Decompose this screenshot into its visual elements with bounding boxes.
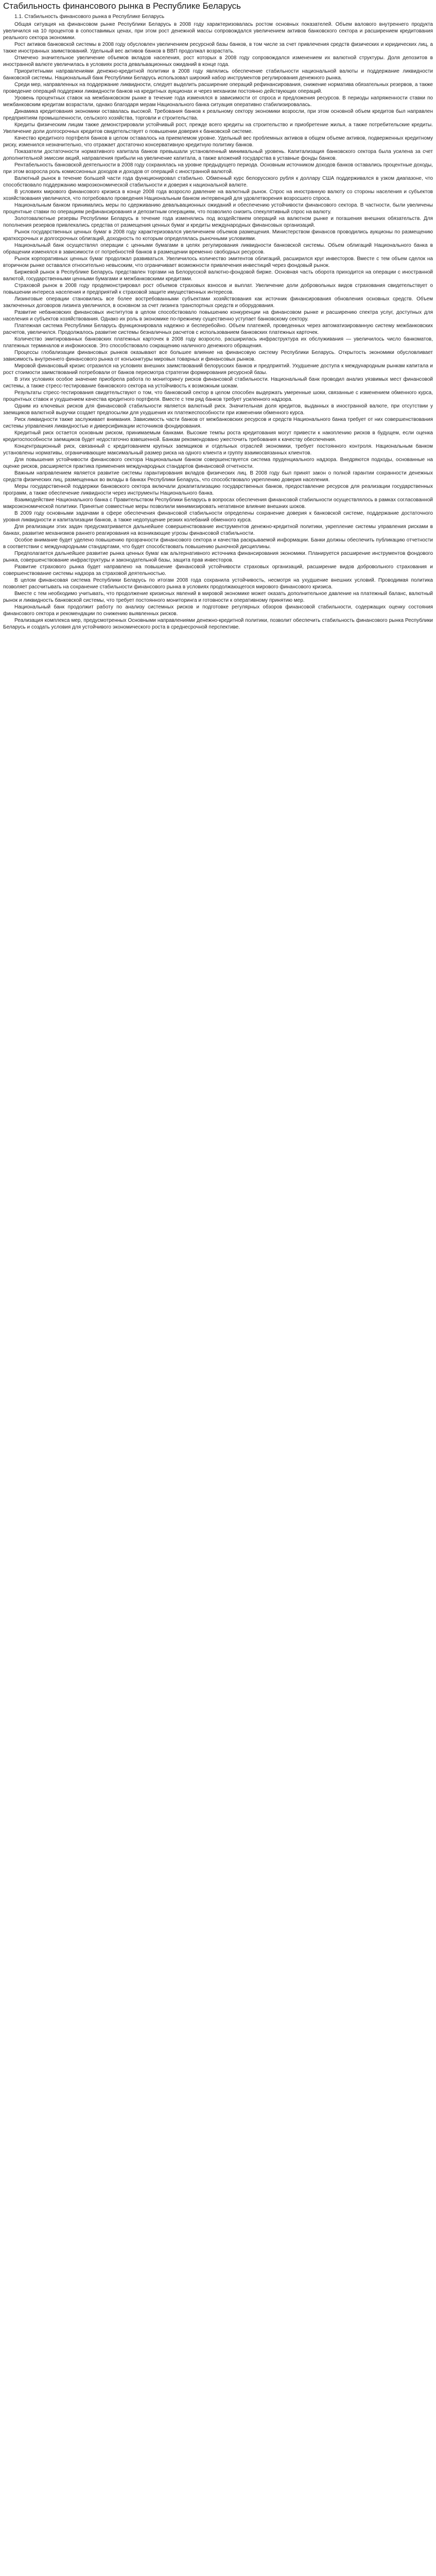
page-title: Стабильность финансового рынка в Республике Беларусь [3, 1, 241, 11]
paragraph: В условиях мирового финансового кризиса в конце 2008 года возросло давление на валютный рынок. Спрос на иностранную валюту со стороны населения и субъектов хозяйствования увеличился, что потребовало проведения Национальным банком интервенций для удовлетворения возросшего спроса. [3, 189, 433, 201]
section-subtitle: 1.1. Стабильность финансового рынка в Республике Беларусь [14, 14, 165, 20]
paragraph: Развитие страхового рынка будет направлено на повышение финансовой устойчивости страховых организаций, расширение видов добровольного страхования и совершенствование системы надзора за страховой деятельностью. [3, 564, 433, 577]
paragraph: Взаимодействие Национального банка с Правительством Республики Беларусь в вопросах обеспечения финансовой стабильности осуществлялось в рамках согласованной макроэкономической политики. Принятые совместные меры позволили минимизировать негативное влияние внешних шоков. [3, 497, 433, 510]
paragraph: Рынок государственных ценных бумаг в 2008 году характеризовался увеличением объемов размещения. Министерством финансов проводились аукционы по размещению краткосрочных и долгосрочных облигаций, доходность по которым определялась рыночными условиями. [3, 229, 433, 242]
paragraph: Отмечено значительное увеличение объемов вкладов населения, рост которых в 2008 году сопровождался изменением их валютной структуры. Доля депозитов в иностранной валюте увеличилась в условиях роста девальвационных ожиданий в конце года. [3, 55, 433, 67]
paragraph: Меры государственной поддержки банковского сектора включали докапитализацию государственных банков, предоставление ресурсов для реализации государственных программ, а также обеспечение ликвидности через инструменты Национального банка. [3, 484, 433, 496]
article-body [3, 21, 433, 631]
paragraph: Рост активов банковской системы в 2008 году обусловлен увеличением ресурсной базы банков, в том числе за счет привлечения средств физических и юридических лиц, а также иностранных заимствований. Удельный вес активов банков в ВВП продолжал возрастать. [3, 42, 433, 54]
paragraph: Важным направлением является развитие системы гарантирования вкладов физических лиц. В 2008 году был принят закон о полной гарантии сохранности денежных средств физических лиц, размещенных во вклады в банках Республики Беларусь, что способствовало укреплению доверия населения. [3, 470, 433, 483]
paragraph: Предполагается дальнейшее развитие рынка ценных бумаг как альтернативного источника финансирования экономики. Планируется расширение инструментов фондового рынка, совершенствование инфраструктуры и законодательной базы, защита прав инвесторов. [3, 551, 433, 563]
paragraph: Динамика кредитования экономики оставалась высокой. Требования банков к реальному сектору экономики возросли, при этом основной объем кредитов был направлен предприятиям промышленности, сельского хозяйства, торговли и строительства. [3, 109, 433, 121]
paragraph: Общая ситуация на финансовом рынке Республики Беларусь в 2008 году характеризовалась ростом основных показателей. Объем валового внутреннего продукта увеличился на 10 процентов в сопоставимых ценах, при этом рост денежной массы сопровождался увеличением активов банковского сектора и расширением кредитования реального сектора экономики. [3, 22, 433, 41]
paragraph: Страховой рынок в 2008 году продемонстрировал рост объемов страховых взносов и выплат. Увеличение доли добровольных видов страхования свидетельствует о повышении интереса населения и предприятий к страховой защите имущественных интересов. [3, 283, 433, 295]
paragraph: Риск ликвидности также заслуживает внимания. Зависимость части банков от межбанковских ресурсов и средств Национального банка требует от них совершенствования системы управления ликвидностью и диверсификации источников фондирования. [3, 417, 433, 429]
paragraph: Особое внимание будет уделено повышению прозрачности финансового сектора и качества раскрываемой информации. Банки должны обеспечить публикацию отчетности в соответствии с международными стандартами, что будет способствовать повышению рыночной дисциплины. [3, 537, 433, 550]
paragraph: Среди мер, направленных на поддержание ликвидности, следует выделить расширение операций рефинансирования, снижение норматива обязательных резервов, а также проведение операций поддержки ликвидности банков на кредитных аукционах и через механизм постоянно действующих операций. [3, 82, 433, 94]
paragraph: Валютный рынок в течение большей части года функционировал стабильно. Обменный курс белорусского рубля к доллару США поддерживался в узком диапазоне, что способствовало поддержанию макроэкономической стабильности и доверия к национальной валюте. [3, 176, 433, 188]
paragraph: Вместе с тем необходимо учитывать, что продолжение кризисных явлений в мировой экономике может оказать дополнительное давление на платежный баланс, валютный рынок и ликвидность банковской системы, что требует постоянного мониторинга и готовности к оперативному принятию мер. [3, 591, 433, 603]
paragraph: Качество кредитного портфеля банков в целом оставалось на приемлемом уровне. Удельный вес проблемных активов в общем объеме активов, подверженных кредитному риску, изменился незначительно, что отражает достаточно консервативную кредитную политику банков. [3, 135, 433, 148]
paragraph: Биржевой рынок в Республике Беларусь представлен торгами на Белорусской валютно-фондовой бирже. Основная часть оборота приходится на операции с иностранной валютой, государственными ценными бумагами и межбанковскими кредитами. [3, 269, 433, 282]
paragraph: В этих условиях особое значение приобрела работа по мониторингу рисков финансовой стабильности. Национальный банк проводил анализ уязвимых мест финансовой системы, а также стресс-тестирование банковского сектора на устойчивость к возможным шокам. [3, 377, 433, 389]
paragraph: Результаты стресс-тестирования свидетельствуют о том, что банковский сектор в целом способен выдержать умеренные шоки, связанные с изменением обменного курса, процентных ставок и ухудшением качества кредитного портфеля. Вместе с тем ряд банков требует усиленного надзора. [3, 390, 433, 402]
paragraph: Платежная система Республики Беларусь функционировала надежно и бесперебойно. Объем платежей, проведенных через автоматизированную систему межбанковских расчетов, увеличился. Продолжалось развитие системы безналичных расчетов с использованием банковских платежных карточек. [3, 323, 433, 335]
paragraph: Золотовалютные резервы Республики Беларусь в течение года изменялись под воздействием операций на валютном рынке и погашения внешних обязательств. Для пополнения резервов привлекались средства от размещения ценных бумаг и кредиты международных финансовых организаций. [3, 216, 433, 228]
paragraph: Развитие небанковских финансовых институтов в целом способствовало повышению конкуренции на финансовом рынке и расширению спектра услуг, доступных для населения и субъектов хозяйствования. Однако их роль в экономике по-прежнему существенно уступает банковскому сектору. [3, 310, 433, 322]
paragraph: Рентабельность банковской деятельности в 2008 году сохранялась на уровне предыдущего периода. Основным источником доходов банков оставались процентные доходы, при этом возросла роль комиссионных доходов и доходов от операций с иностранной валютой. [3, 162, 433, 175]
paragraph: В целом финансовая система Республики Беларусь по итогам 2008 года сохранила устойчивость, несмотря на ухудшение внешних условий. Проводимая политика позволяет рассчитывать на сохранение стабильности финансового рынка в условиях продолжающегося мирового финансового кризиса. [3, 578, 433, 590]
paragraph: Мировой финансовый кризис отразился на условиях внешних заимствований белорусских банков и предприятий. Ухудшение доступа к международным рынкам капитала и рост стоимости заимствований потребовали от банков пересмотра стратегии формирования ресурсной базы. [3, 363, 433, 376]
paragraph: В 2009 году основными задачами в сфере обеспечения финансовой стабильности определены сохранение доверия к банковской системе, поддержание достаточного уровня ликвидности и капитализации банков, а также недопущение резких колебаний обменного курса. [3, 511, 433, 523]
paragraph: Процессы глобализации финансовых рынков оказывают все большее влияние на финансовую систему Республики Беларусь. Открытость экономики обусловливает зависимость внутреннего финансового рынка от конъюнктуры мировых товарных и финансовых рынков. [3, 350, 433, 362]
paragraph: Концентрационный риск, связанный с кредитованием крупных заемщиков и отдельных отраслей экономики, требует постоянного контроля. Национальным банком установлены нормативы, ограничивающие максимальный размер риска на одного клиента и группу взаимосвязанных клиентов. [3, 444, 433, 456]
paragraph: Для повышения устойчивости финансового сектора Национальным банком совершенствуется система пруденциального надзора. Внедряются подходы, основанные на оценке рисков, расширяется практика применения международных стандартов финансовой отчетности. [3, 457, 433, 469]
paragraph: Национальный банк осуществлял операции с ценными бумагами в целях регулирования ликвидности банковской системы. Объем облигаций Национального банка в обращении изменялся в зависимости от потребностей банков в размещении временно свободных ресурсов. [3, 243, 433, 255]
paragraph: Реализация комплекса мер, предусмотренных Основными направлениями денежно-кредитной политики, позволит обеспечить стабильность финансового рынка Республики Беларусь и создать условия для устойчивого экономического роста в среднесрочной перспективе. [3, 618, 433, 630]
paragraph: Приоритетными направлениями денежно-кредитной политики в 2008 году являлись обеспечение стабильности национальной валюты и поддержание ликвидности банковской системы. Национальный банк Республики Беларусь использовал широкий набор инструментов регулирования денежного рынка. [3, 69, 433, 81]
paragraph: Лизинговые операции становились все более востребованными субъектами хозяйствования как источник финансирования обновления основных средств. Объем заключенных договоров лизинга увеличился, в основном за счет лизинга транспортных средств и оборудования. [3, 296, 433, 309]
paragraph: Для реализации этих задач предусматривается дальнейшее совершенствование инструментов денежно-кредитной политики, укрепление системы управления рисками в банках, развитие механизмов раннего реагирования на возникающие угрозы финансовой стабильности. [3, 524, 433, 536]
paragraph: Кредиты физическим лицам также демонстрировали устойчивый рост, прежде всего кредиты на строительство и приобретение жилья, а также потребительские кредиты. Увеличение доли долгосрочных кредитов свидетельствует о повышении доверия к банковской системе. [3, 122, 433, 134]
paragraph: Уровень процентных ставок на межбанковском рынке в течение года изменялся в зависимости от спроса и предложения ресурсов. В периоды напряженности ставки по межбанковским кредитам возрастали, однако благодаря мерам Национального банка ситуация оперативно стабилизировалась. [3, 95, 433, 108]
paragraph: Национальный банк продолжит работу по анализу системных рисков и подготовке регулярных обзоров финансовой стабильности, содержащих оценку состояния финансового сектора и рекомендации по снижению выявленных рисков. [3, 604, 433, 617]
paragraph: Одним из ключевых рисков для финансовой стабильности является валютный риск. Значительная доля кредитов, выданных в иностранной валюте, при отсутствии у заемщиков валютной выручки создает предпосылки для ухудшения их платежеспособности при изменении обменного курса. [3, 403, 433, 416]
paragraph: Количество эмитированных банковских платежных карточек в 2008 году возросло, расширилась инфраструктура их обслуживания — увеличилось число банкоматов, платежных терминалов и инфокиосков. Это способствовало сокращению наличного денежного обращения. [3, 336, 433, 349]
paragraph: Национальным банком принимались меры по сдерживанию девальвационных ожиданий и обеспечению устойчивости финансового сектора. В частности, были увеличены процентные ставки по операциям рефинансирования и депозитным операциям, что позволило снизить спекулятивный спрос на валюту. [3, 202, 433, 215]
paragraph: Показатели достаточности нормативного капитала банков превышали установленный минимальный уровень. Капитализация банковского сектора была усилена за счет дополнительной эмиссии акций, направления прибыли на увеличение капитала, а также вложений государства в уставные фонды банков. [3, 149, 433, 161]
paragraph: Рынок корпоративных ценных бумаг продолжал развиваться. Увеличилось количество эмитентов облигаций, расширился круг инвесторов. Вместе с тем объем сделок на вторичном рынке оставался относительно невысоким, что ограничивает возможности привлечения инвестиций через фондовый рынок. [3, 256, 433, 268]
paragraph: Кредитный риск остается основным риском, принимаемым банками. Высокие темпы роста кредитования могут привести к накоплению рисков в будущем, если оценка кредитоспособности заемщиков будет недостаточно взвешенной. Банкам рекомендовано ужесточить требования к качеству обеспечения. [3, 430, 433, 443]
article [0, 0, 436, 631]
